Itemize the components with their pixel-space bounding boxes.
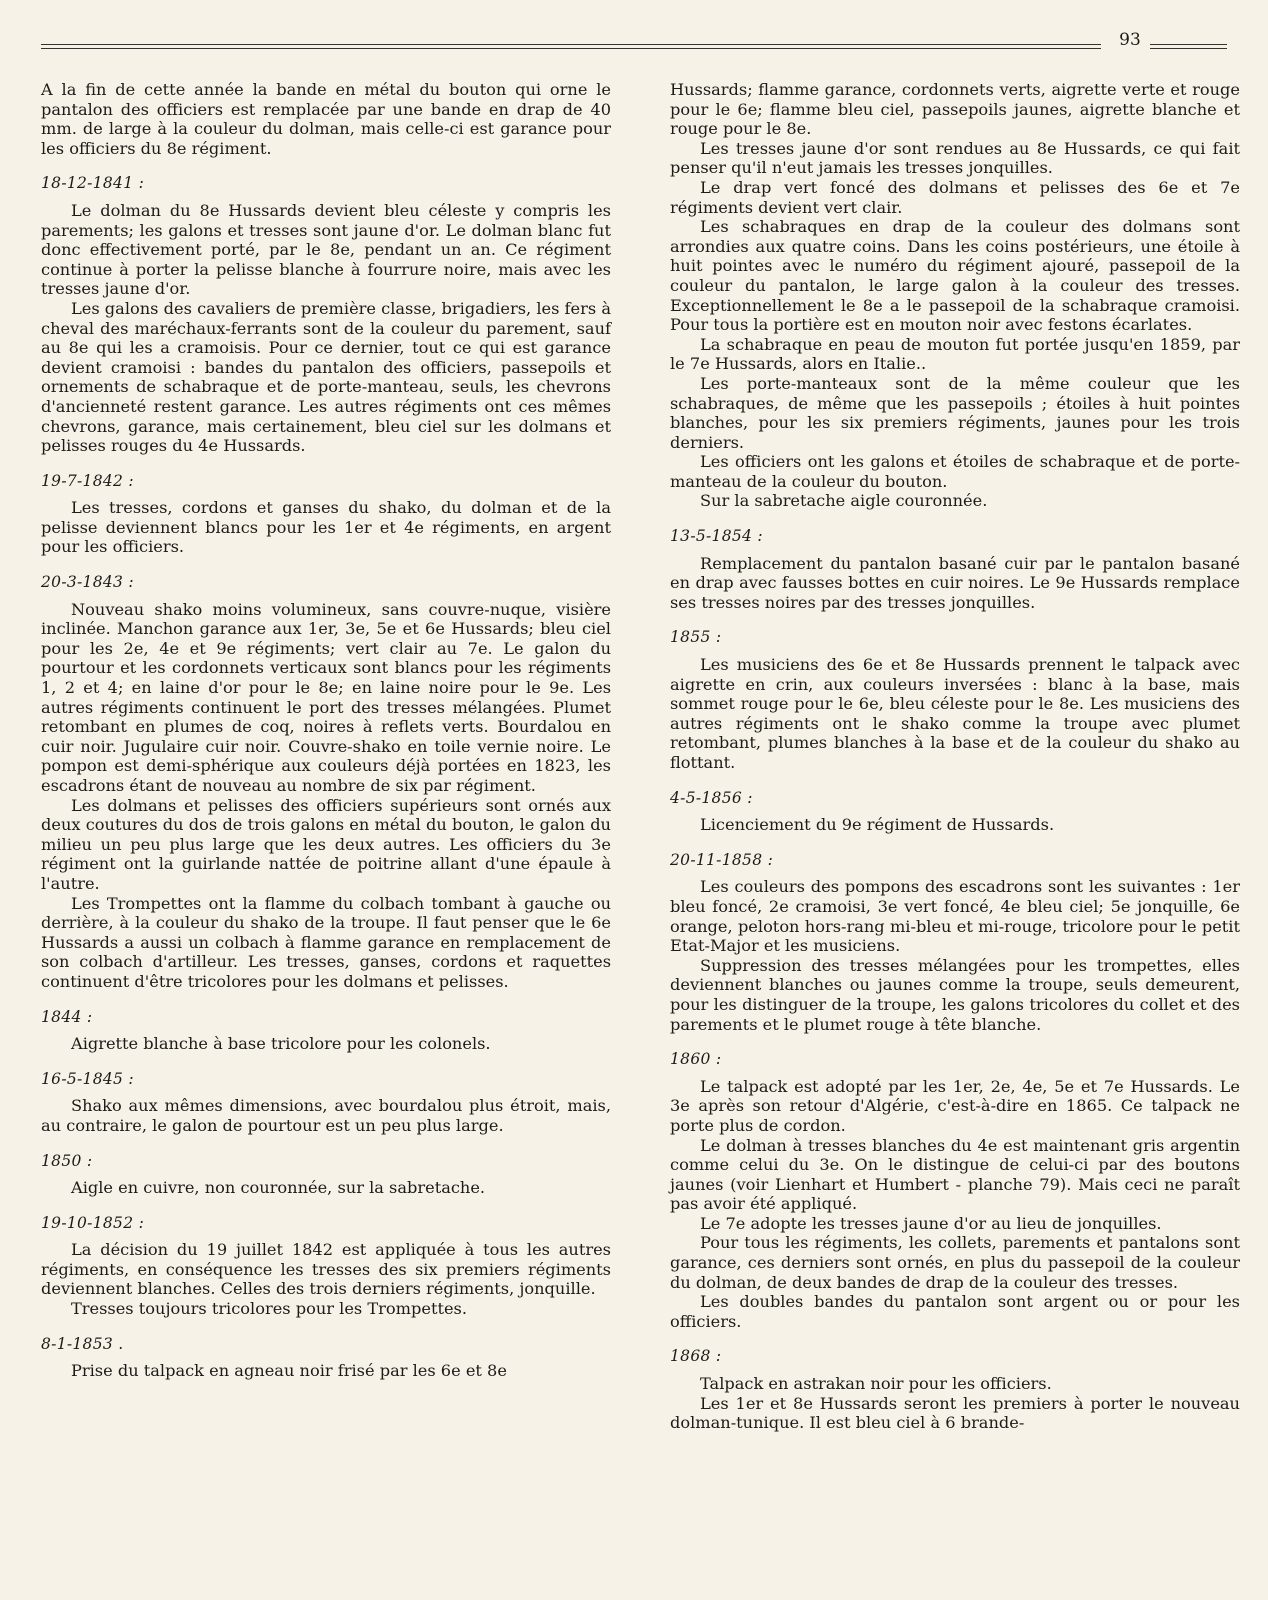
paragraph: Les musiciens des 6e et 8e Hussards prennent le talpack avec aigrette en crin, aux couleurs inversées : blanc à la base, mais sommet rouge pour le 6e, bleu céleste pour le 8e. Les musiciens des autres régiments ont le shako comme la troupe avec plumet retombant, plumes blanches à la base et de la couleur du shako au flottant. (670, 655, 1240, 772)
date-heading: 4-5-1856 : (670, 788, 753, 807)
date-heading: 19-7-1842 : (41, 471, 134, 490)
paragraph: La décision du 19 juillet 1842 est appliquée à tous les autres régiments, en conséquence les tresses des six premiers régiments deviennent blanches. Celles des trois derniers régiments, jonquille. (41, 1240, 611, 1299)
date-heading: 19-10-1852 : (41, 1213, 145, 1232)
paragraph: Le talpack est adopté par les 1er, 2e, 4e, 5e et 7e Hussards. Le 3e après son retour d'Algérie, c'est-à-dire en 1865. Ce talpack ne porte plus de cordon. (670, 1076, 1240, 1135)
paragraph: Les porte-manteaux sont de la même couleur que les schabraques, de même que les passepoils ; étoiles à huit pointes blanches, pour les six premiers régiments, jaunes pour les trois derniers. (670, 373, 1240, 452)
paragraph: Les schabraques en drap de la couleur des dolmans sont arrondies aux quatre coins. Dans les coins postérieurs, une étoile à huit pointes avec le numéro du régiment ajouré, passepoil de la couleur du pantalon, le large galon à la couleur des tresses. Exceptionnellement le 8e a le passepoil de la schabraque cramoisi. Pour tous la portière est en mouton noir avec festons écarlates. (670, 217, 1240, 335)
paragraph: Les galons des cavaliers de première classe, brigadiers, les fers à cheval des maréchaux-ferrants sont de la couleur du parement, sauf au 8e qui les a cramoisis. Pour ce dernier, tout ce qui est garance devient cramoisi : bandes du pantalon des officiers, passepoils et ornements de schabraque et de porte-manteau, seuls, les chevrons d'ancienneté restent garance. Les autres régiments ont ces mêmes chevrons, garance, mais certainement, bleu ciel sur les dolmans et pelisses rouges du 4e Hussards. (41, 298, 611, 456)
date-heading: 13-5-1854 : (670, 527, 763, 546)
date-heading: 1844 : (41, 1007, 93, 1026)
paragraph: Sur la sabretache aigle couronnée. (700, 491, 988, 511)
paragraph: La schabraque en peau de mouton fut portée jusqu'en 1859, par le 7e Hussards, alors en Italie.. (670, 334, 1240, 374)
paragraph: A la fin de cette année la bande en métal du bouton qui orne le pantalon des officiers est remplacée par une bande en drap de 40 mm. de large à la couleur du dolman, mais celle-ci est garance pour les officiers du 8e régiment. (41, 80, 611, 158)
paragraph: Les officiers ont les galons et étoiles de schabraque et de porte-manteau de la couleur du bouton. (670, 452, 1240, 491)
date-heading: 1868 : (670, 1347, 722, 1366)
paragraph: Les doubles bandes du pantalon sont argent ou or pour les officiers. (670, 1292, 1240, 1331)
paragraph: Le dolman à tresses blanches du 4e est maintenant gris argentin comme celui du 3e. On le distingue de celui-ci par des boutons jaunes (voir Lienhart et Humbert - planche 79). Mais ceci ne paraît pas avoir été appliqué. (670, 1135, 1240, 1214)
paragraph: Talpack en astrakan noir pour les officiers. (700, 1374, 1052, 1394)
paragraph: Les 1er et 8e Hussards seront les premiers à porter le nouveau dolman-tunique. Il est bleu ciel à 6 brande- (670, 1393, 1240, 1433)
date-heading: 20-11-1858 : (670, 850, 774, 869)
paragraph: Nouveau shako moins volumineux, sans couvre-nuque, visière inclinée. Manchon garance aux 1er, 3e, 5e et 6e Hussards; bleu ciel pour les 2e, 4e et 9e régiments; vert clair au 7e. Le galon du pourtour et les cordonnets verticaux sont blancs pour les régiments 1, 2 et 4; en laine d'or pour le 8e; en laine noire pour le 9e. Les autres régiments continuent le port des tresses mélangées. Plumet retombant en plumes de coq, noires à reflets verts. Bourdalou en cuir noir. Jugulaire cuir noir. Couvre-shako en toile vernie noire. Le pompon est demi-sphérique aux couleurs déjà portées en 1823, les escadrons étant de nouveau au nombre de six par régiment. (41, 599, 611, 795)
paragraph: Le dolman du 8e Hussards devient bleu céleste y compris les parements; les galons et tresses sont jaune d'or. Le dolman blanc fut donc effectivement porté, par le 8e, pendant un an. Ce régiment continue à porter la pelisse blanche à fourrure noire, mais avec les tresses jaune d'or. (41, 200, 611, 299)
paragraph: Licenciement du 9e régiment de Hussards. (700, 815, 1055, 835)
date-heading: 1850 : (41, 1151, 93, 1170)
date-heading: 1855 : (670, 628, 722, 647)
paragraph: Suppression des tresses mélangées pour les trompettes, elles deviennent blanches ou jaunes comme la troupe, seuls demeurent, pour les distinguer de la troupe, les galons tricolores du collet et des parements et le plumet rouge à tête blanche. (670, 955, 1240, 1034)
paragraph: Shako aux mêmes dimensions, avec bourdalou plus étroit, mais, au contraire, le galon de pourtour est un peu plus large. (41, 1096, 611, 1135)
date-heading: 18-12-1841 : (41, 174, 145, 193)
date-heading: 8-1-1853 . (41, 1334, 124, 1353)
paragraph: Remplacement du pantalon basané cuir par le pantalon basané en drap avec fausses bottes en cuir noires. Le 9e Hussards remplace ses tresses noires par des tresses jonquilles. (670, 553, 1240, 612)
date-heading: 16-5-1845 : (41, 1069, 134, 1088)
paragraph: Les tresses, cordons et ganses du shako, du dolman et de la pelisse deviennent blancs pour les 1er et 4e régiments, en argent pour les officiers. (41, 498, 611, 557)
paragraph: Le drap vert foncé des dolmans et pelisses des 6e et 7e régiments devient vert clair. (670, 177, 1240, 217)
paragraph: Hussards; flamme garance, cordonnets verts, aigrette verte et rouge pour le 6e; flamme bleu ciel, passepoils jaunes, aigrette blanche et rouge pour le 8e. (670, 80, 1240, 139)
paragraph: Aigle en cuivre, non couronnée, sur la sabretache. (71, 1178, 486, 1198)
paragraph: Le 7e adopte les tresses jaune d'or au lieu de jonquilles. (700, 1213, 1162, 1233)
header-rule-right (1150, 44, 1227, 49)
header-rule-left (41, 44, 1101, 49)
paragraph: Les Trompettes ont la flamme du colbach tombant à gauche ou derrière, à la couleur du shako de la troupe. Il faut penser que le 6e Hussards a aussi un colbach à flamme garance en remplacement de son colbach d'artilleur. Les tresses, ganses, cordons et raquettes continuent d'être tricolores pour les dolmans et pelisses. (41, 893, 611, 991)
paragraph: Les couleurs des pompons des escadrons sont les suivantes : 1er bleu foncé, 2e cramoisi, 3e vert foncé, 4e bleu ciel; 5e jonquille, 6e orange, peloton hors-rang mi-bleu et mi-rouge, tricolore pour le petit Etat-Major et les musiciens. (670, 877, 1240, 956)
paragraph: Pour tous les régiments, les collets, parements et pantalons sont garance, ces derniers sont ornés, en plus du passepoil de la couleur du dolman, de deux bandes de drap de la couleur des tresses. (670, 1233, 1240, 1292)
paragraph: Prise du talpack en agneau noir frisé par les 6e et 8e (71, 1361, 507, 1381)
date-heading: 1860 : (670, 1050, 722, 1069)
paragraph: Les dolmans et pelisses des officiers supérieurs sont ornés aux deux coutures du dos de trois galons en métal du bouton, le galon du milieu un peu plus large que les deux autres. Les officiers du 3e régiment ont la guirlande nattée de poitrine allant d'une épaule à l'autre. (41, 795, 611, 893)
paragraph: Les tresses jaune d'or sont rendues au 8e Hussards, ce qui fait penser qu'il n'eut jamais les tresses jonquilles. (670, 138, 1240, 178)
left-column (41, 80, 611, 1381)
date-heading: 20-3-1843 : (41, 573, 134, 592)
right-column (670, 80, 1240, 1433)
paragraph: Tresses toujours tricolores pour les Trompettes. (71, 1299, 467, 1319)
paragraph: Aigrette blanche à base tricolore pour les colonels. (71, 1034, 491, 1054)
page-number: 93 (1119, 30, 1141, 50)
